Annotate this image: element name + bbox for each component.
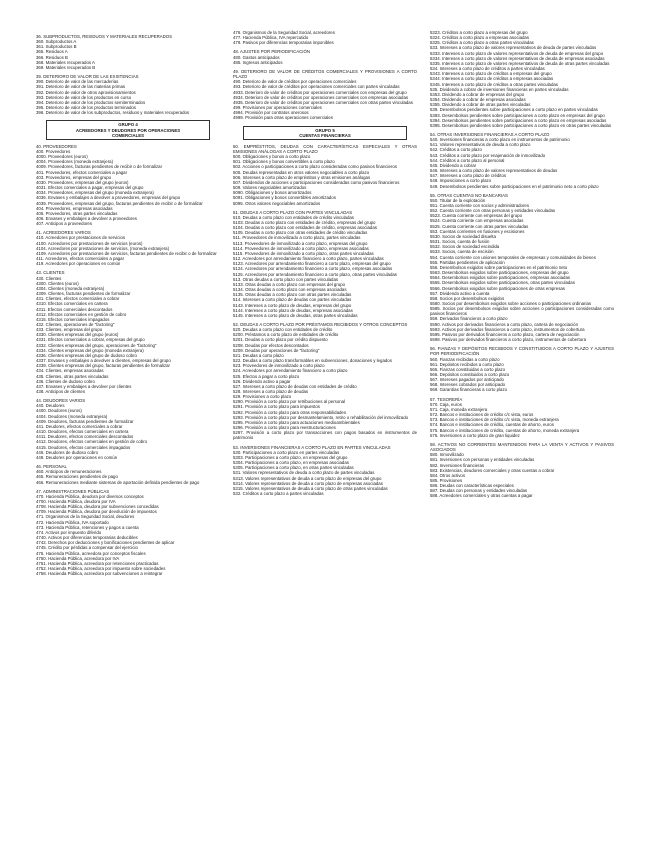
account-line: 4009. Proveedores, facturas pendientes de recibir o de formalizar xyxy=(36,164,163,170)
account-line: 407. Anticipos a proveedores xyxy=(36,221,93,227)
account-line: 4312. Efectos comerciales en gestión de cobro xyxy=(36,311,127,317)
account-line: 571. Caja, moneda extranjera xyxy=(430,406,488,412)
account-line: 4036. Envases y embalajes a devolver a proveedores, empresas del grupo xyxy=(36,195,181,201)
section-heading: 57. TESORERÍA xyxy=(430,396,463,402)
account-line: 4337. Envases y embalajes a devolver a clientes, empresas del grupo xyxy=(36,358,171,364)
account-line: 5104. Deudas a corto plazo con entidades de crédito, empresas asociadas xyxy=(233,225,377,231)
account-line: 5295. Provisión a corto plazo para actuaciones medioambientales xyxy=(233,419,360,425)
account-line: 4751. Hacienda Pública, acreedora por retenciones practicadas xyxy=(36,560,159,566)
account-line: 437. Envases y embalajes a devolver por clientes xyxy=(36,383,132,389)
account-line: 5291. Provisión a corto plazo para impuestos xyxy=(233,404,320,410)
account-line: 557. Dividendo activo a cuenta xyxy=(430,290,490,296)
account-line: 576. Inversiones a corto plazo de gran liquidez xyxy=(430,432,520,438)
account-line: 5133. Otras deudas a corto plazo con empresas del grupo xyxy=(233,281,346,287)
account-line: 5598. Pasivos por derivados financieros a corto plazo, instrumentos de cobertura xyxy=(430,337,586,343)
account-line: 4332. Clientes empresas del grupo, operaciones de "factoring" xyxy=(36,342,157,348)
account-line: 5523. Cuenta corriente con empresas del grupo xyxy=(430,213,522,219)
account-line: 5134. Otras deudas a corto plazo con empresas asociadas xyxy=(233,287,347,293)
account-line: 5324. Créditos a corto plazo a empresas asociadas xyxy=(430,35,529,41)
account-line: 4330. Clientes empresas del grupo (euros) xyxy=(36,332,119,338)
account-line: 4331. Efectos comerciales a cobrar, empresas del grupo xyxy=(36,337,145,343)
account-line: 4709. Hacienda Pública, deudora por devolución de impuestos xyxy=(36,509,157,515)
account-line: 4999. Provisión para otras operaciones comerciales xyxy=(233,115,333,121)
account-line: 544. Créditos a corto plazo al personal xyxy=(430,157,505,163)
account-line: 5595. Pasivos por derivados financieros a corto plazo, cartera de negociación xyxy=(430,331,580,337)
account-line: 431. Clientes, efectos comerciales a cobrar xyxy=(36,296,120,302)
account-line: 4311. Efectos comerciales descontados xyxy=(36,306,113,312)
account-line: 4315. Efectos comerciales impagados xyxy=(36,316,110,322)
account-line: 477. Hacienda Pública, IVA repercutido xyxy=(233,35,309,41)
account-line: 5565. Desembolsos exigidos sobre participaciones, otras partes vinculadas xyxy=(430,280,575,286)
section-heading: 52. DEUDAS A CORTO PLAZO POR PRÉSTAMOS RECIBIDOS Y OTROS CONCEPTOS xyxy=(233,321,408,327)
account-line: 465. Remuneraciones pendientes de pago xyxy=(36,474,118,480)
account-line: 360. Subproductos A xyxy=(36,39,77,45)
account-line: 401. Proveedores, efectos comerciales a pagar xyxy=(36,169,128,175)
section-heading: 48. AJUSTES POR PERIODIFICACIÓN xyxy=(233,49,310,55)
account-line: 366. Residuos B xyxy=(36,54,68,60)
account-line: 4334. Clientes empresas del grupo (moneda extranjera) xyxy=(36,347,144,353)
account-line: 552. Cuenta corriente con otras personas y entidades vinculadas xyxy=(430,208,556,214)
account-line: 586. Deudas con características especiales xyxy=(430,483,514,489)
account-line: 512. Acreedores por arrendamiento financiero a corto plazo, partes vinculadas xyxy=(233,256,384,262)
account-line: 5394. Desembolsos pendientes sobre participaciones a corto plazo en empresas asociadas xyxy=(430,117,607,123)
account-line: 582. Inversiones financieras xyxy=(430,462,485,468)
account-line: 419. Acreedores por operaciones en común xyxy=(36,261,121,267)
account-line: 573. Bancos e instituciones de crédito c/c vista, moneda extranjera xyxy=(430,417,559,423)
account-line: 404. Proveedores, empresas asociadas xyxy=(36,205,113,211)
account-line: 5292. Provisión a corto plazo para otras responsabilidades xyxy=(233,409,347,415)
account-line: 5344. Intereses a corto plazo de créditos a empresas asociadas xyxy=(430,76,554,82)
section-heading: 58. ACTIVOS NO CORRIENTES MANTENIDOS PARA LA VENTA Y ACTIVOS Y PASIVOS ASOCIADOS xyxy=(430,441,614,453)
account-line: 5355. Dividendo a cobrar de otras partes vinculadas xyxy=(430,102,531,108)
account-line: 5305. Participaciones a corto plazo, en otras partes vinculadas xyxy=(233,465,354,471)
account-line: 550. Titular de la explotación xyxy=(430,197,486,203)
account-line: 4004. Proveedores (moneda extranjera) xyxy=(36,159,114,165)
account-line: 523. Proveedores de inmovilizado a corto plazo xyxy=(233,363,325,369)
account-line: 405. Proveedores, otras partes vinculadas xyxy=(36,210,118,216)
account-line: 569. Garantías financieras a corto plazo xyxy=(430,387,508,393)
account-line: 5315. Valores representativos de deuda a corto plazo de otras partes vinculadas xyxy=(233,485,388,491)
account-line: 4104. Acreedores por prestaciones de servicios, (moneda extranjera) xyxy=(36,245,170,251)
column-right xyxy=(430,30,614,499)
account-line: 436. Clientes de dudoso cobro xyxy=(36,378,95,384)
account-line: 432. Clientes, operaciones de "factoring" xyxy=(36,321,115,327)
group-heading-box xyxy=(46,120,210,139)
account-line: 555. Partidas pendientes de aplicación xyxy=(430,259,505,265)
account-line: 5145. Intereses a corto plazo de deudas, otras partes vinculadas xyxy=(233,312,358,318)
account-line: 526. Dividendo activo a pagar xyxy=(233,378,291,384)
account-line: 5124. Acreedores por arrendamiento financiero a corto plazo, empresas asociadas xyxy=(233,266,393,272)
account-line: 4100. Acreedores por prestaciones de servicios (euros) xyxy=(36,240,143,246)
account-line: 5115. Proveedores de inmovilizado a corto plazo, otras partes vinculadas xyxy=(233,250,374,256)
account-line: 514. Intereses a corto plazo de deudas con partes vinculadas xyxy=(233,297,352,303)
account-line: 4934. Deterioro de valor de créditos por operaciones comerciales con empresas asociadas xyxy=(233,94,409,100)
account-line: 521. Deudas a corto plazo xyxy=(233,352,284,358)
account-line: 572. Bancos e instituciones de crédito c/c vista, euros xyxy=(430,412,534,418)
account-line: 441. Deudores, efectos comerciales a cobrar xyxy=(36,423,123,429)
account-line: 471. Organismos de la Seguridad Social, deudores xyxy=(36,514,135,520)
account-line: 561. Depósitos recibidos a corto plazo xyxy=(430,361,504,367)
account-line: 5125. Acreedores por arrendamiento financiero a corto plazo, otras partes vinculadas xyxy=(233,271,397,277)
account-line: 5345. Intereses a corto plazo de créditos a otras partes vinculadas xyxy=(430,81,558,87)
account-line: 411. Acreedores, efectos comerciales a pagar xyxy=(36,256,125,262)
account-line: 534. Intereses a corto plazo de créditos a partes vinculadas xyxy=(430,66,545,72)
account-line: 5325. Créditos a corto plazo a otras partes vinculadas xyxy=(430,40,534,46)
group-heading-box xyxy=(243,126,407,140)
account-line: 584. Otros activos xyxy=(430,472,466,478)
account-line: 5303. Participaciones a corto plazo, en empresas del grupo xyxy=(233,454,348,460)
section-heading: 46. PERSONAL xyxy=(36,464,67,470)
section-heading: 54. OTRAS INVERSIONES FINANCIERAS A CORTO PLAZO xyxy=(430,131,550,137)
section-heading: 44. DEUDORES VARIOS xyxy=(36,398,86,404)
account-line: 4933. Deterioro de valor de créditos por operaciones comerciales con empresas del grupo xyxy=(233,89,407,95)
account-line: 5343. Intereses a corto plazo de créditos a empresas del grupo xyxy=(430,71,552,77)
account-line: 499. Provisiones por operaciones comerciales xyxy=(233,105,322,111)
account-line: 568. Intereses cobrados por anticipado xyxy=(430,382,506,388)
group-heading-line: COMERCIALES xyxy=(111,132,145,138)
account-line: 501. Obligaciones y bonos convertibles a corto plazo xyxy=(233,159,335,165)
account-line: 4030. Proveedores, empresas del grupo (euros) xyxy=(36,179,129,185)
account-line: 506. Intereses a corto plazo de empréstitos y otras emisiones análogas xyxy=(233,174,371,180)
account-line: 5304. Participaciones a corto plazo, en empresas asociadas xyxy=(233,460,349,466)
account-line: 530. Participaciones a corto plazo en partes vinculadas xyxy=(233,449,340,455)
account-line: 5524. Cuenta corriente con empresas asociadas xyxy=(430,218,524,224)
account-line: 5135. Otras deudas a corto plazo con otras partes vinculadas xyxy=(233,292,352,298)
section-heading: 49. DETERIORO DE VALOR DE CRÉDITOS COMERCIALES Y PROVISIONES A CORTO PLAZO xyxy=(233,68,417,80)
section-heading: 43. CLIENTES xyxy=(36,270,65,276)
account-line: 5354. Dividendo a cobrar de empresas asociadas xyxy=(430,97,526,103)
account-line: 440. Deudores xyxy=(36,403,65,409)
account-line: 5103. Deudas a corto plazo con entidades de crédito, empresas del grupo xyxy=(233,220,376,225)
account-line: 4742. Derechos por deducciones y bonificaciones pendientes de aplicar xyxy=(36,540,175,546)
account-line: 485. Ingresos anticipados xyxy=(233,59,283,65)
account-line: 4400. Deudores (euros) xyxy=(36,408,82,414)
account-line: 566. Depósitos constituidos a corto plazo xyxy=(430,372,510,377)
account-line: 434. Clientes, empresas asociadas xyxy=(36,368,104,374)
account-line: 5585. Socios por desembolsos exigidos sobre acciones o participaciones consideradas como pasivos financieros xyxy=(430,306,614,317)
account-line: 587. Deudas con personas y entidades vinculadas xyxy=(430,488,528,494)
account-line: 4409. Deudores, facturas pendientes de formalizar xyxy=(36,418,134,424)
account-line: 4708. Hacienda Pública, deudora por subvenciones concedidas xyxy=(36,504,159,510)
account-line: 4412. Deudores, efectos comerciales en gestión de cobro xyxy=(36,439,148,445)
account-line: 560. Fianzas recibidas a corto plazo xyxy=(430,356,500,362)
group-heading-line: CUENTAS FINANCIERAS xyxy=(299,132,351,138)
account-line: 472. Hacienda Pública, IVA soportado xyxy=(36,519,109,525)
section-heading: 55. OTRAS CUENTAS NO BANCARIAS xyxy=(430,192,508,198)
account-line: 547. Intereses a corto plazo de créditos xyxy=(430,173,507,179)
account-line: 5091. Obligaciones y bonos convertibles amortizados xyxy=(233,195,336,201)
account-line: 522. Deudas a corto plazo transformables en subvenciones, donaciones y legados xyxy=(233,358,392,364)
account-line: 520. Deudas a corto plazo con entidades de crédito xyxy=(233,327,333,333)
section-heading: 51. DEUDAS A CORTO PLAZO CON PARTES VINCULADAS xyxy=(233,209,353,215)
account-line: 473. Hacienda Pública, retenciones y pagos a cuenta xyxy=(36,524,139,530)
account-line: 5590. Activos por derivados financieros a corto plazo, cartera de negociación xyxy=(430,321,579,327)
account-line: 5143. Intereses a corto plazo de deudas, empresas del grupo xyxy=(233,302,352,308)
account-line: 4310. Efectos comerciales en cartera xyxy=(36,301,108,307)
account-line: 5580. Socios por desembolsos exigidos sobre acciones o participaciones ordinarias xyxy=(430,300,592,306)
group-heading-line: ACREEDORES Y DEUDORES POR OPERACIONES xyxy=(75,127,181,133)
account-line: 5530. Socios de sociedad disuelta xyxy=(430,233,496,239)
account-line: 575. Bancos e instituciones de crédito, cuentas de ahorro, moneda extranjera xyxy=(430,427,580,433)
account-line: 551. Cuenta corriente con socios y administradores xyxy=(430,203,529,208)
account-line: 446. Deudores de dudoso cobro xyxy=(36,449,99,455)
account-line: 365. Residuos A xyxy=(36,49,68,55)
account-line: 5353. Dividendo a cobrar de empresas del grupo xyxy=(430,91,525,97)
account-line: 510. Deudas a corto plazo con entidades de crédito vinculadas xyxy=(233,214,354,220)
group-heading-line: GRUPO 5 xyxy=(315,127,335,133)
account-line: 529. Provisiones a corto plazo xyxy=(233,394,292,400)
account-line: 546. Intereses a corto plazo de valores representativos de deudas xyxy=(430,168,558,174)
account-line: 532. Créditos a corto plazo a partes vinculadas xyxy=(233,490,324,496)
account-line: 4109. Acreedores por prestaciones de servicios, facturas pendientes de recibir o de formalizar xyxy=(36,250,217,256)
account-line: 4700. Hacienda Pública, deudora por IVA xyxy=(36,498,116,504)
account-line: 541. Valores representativos de deuda a corto plazo xyxy=(430,142,531,148)
account-line: 5208. Deudas por efectos descontados xyxy=(233,342,309,348)
account-line: 391. Deterioro de valor de las materias primas xyxy=(36,84,126,90)
account-line: 5290. Provisión a corto plazo por retribuciones al personal xyxy=(233,399,346,405)
account-line: 559. Derivados financieros a corto plazo xyxy=(430,316,508,322)
account-line: 588. Acreedores comerciales y otras cuentas a pagar xyxy=(430,493,533,499)
account-line: 543. Créditos a corto plazo por enajenación de inmovilizado xyxy=(430,152,546,158)
account-line: 5293. Provisión a corto plazo por desmantelamiento, retiro o rehabilitación del inmovilizado xyxy=(233,414,409,420)
account-line: 502. Acciones o participaciones a corto plazo consideradas como pasivos financieros xyxy=(233,164,397,170)
account-line: 4935. Deterioro de valor de créditos por operaciones comerciales con otras partes vinculadas xyxy=(233,99,413,105)
account-line: 511. Proveedores de inmovilizado a corto plazo, partes vinculadas xyxy=(233,235,361,241)
column-middle xyxy=(233,30,417,496)
group-heading-line: GRUPO 4 xyxy=(118,122,138,128)
account-line: 5564. Desembolsos exigidos sobre participaciones, empresas asociadas xyxy=(430,275,571,281)
account-line: 570. Caja, euros xyxy=(430,401,462,407)
account-line: 475. Hacienda Pública, acreedora por conceptos fiscales xyxy=(36,550,146,556)
account-line: 509. Valores negociables amortizados xyxy=(233,185,307,191)
account-line: 400. Proveedores xyxy=(36,148,71,154)
account-line: 4415. Deudores, efectos comerciales impagados xyxy=(36,444,131,450)
account-line: 4750. Hacienda Pública, acreedora por IVA xyxy=(36,555,120,561)
account-line: 549. Desembolsos pendientes sobre participaciones en el patrimonio neto a corto plazo xyxy=(430,183,599,189)
account-line: 4034. Proveedores, empresas del grupo (moneda extranjera) xyxy=(36,190,154,196)
account-line: 580. Inmovilizado xyxy=(430,452,464,458)
account-line: 4339. Clientes empresas del grupo, facturas pendientes de formalizar xyxy=(36,363,171,369)
account-line: 5114. Proveedores de inmovilizado a corto plazo, empresas asociadas xyxy=(233,245,369,251)
account-line: 5314. Valores representativos de deuda a corto plazo de empresas asociadas xyxy=(233,480,383,486)
account-line: 4000. Proveedores (euros) xyxy=(36,154,88,160)
account-line: 480. Gastos anticipados xyxy=(233,54,280,60)
account-line: 4411. Deudores, efectos comerciales descontados xyxy=(36,434,134,440)
account-line: 493. Deterioro de valor de créditos por operaciones comerciales con partes vinculadas xyxy=(233,84,400,90)
account-line: 438. Anticipos de clientes xyxy=(36,389,86,394)
account-line: 4300. Clientes (euros) xyxy=(36,280,79,286)
account-line: 542. Créditos a corto plazo xyxy=(430,147,482,153)
account-line: 554. Cuenta corriente con uniones temporales de empresas y comunidades de bienes xyxy=(430,254,596,260)
account-line: 394. Deterioro de valor de los productos semiterminados xyxy=(36,99,146,105)
account-line: 5525. Cuenta corriente con otras partes vinculadas xyxy=(430,223,529,229)
account-line: 5296. Provisión a corto plazo para reestructuraciones xyxy=(233,425,336,431)
account-line: 5313. Valores representativos de deuda a corto plazo de empresas del grupo xyxy=(233,475,382,481)
account-line: 574. Bancos e instituciones de crédito, cuentas de ahorro, euros xyxy=(430,422,554,428)
account-line: 403. Proveedores, empresas del grupo xyxy=(36,174,112,180)
account-line: 4758. Hacienda Pública, acreedora por subvenciones a reintegrar xyxy=(36,571,163,577)
account-line: 4752. Hacienda Pública, acreedora por impuesto sobre sociedades xyxy=(36,566,166,571)
account-line: 449. Deudores por operaciones en común xyxy=(36,454,118,460)
account-line: 466. Remuneraciones mediante sistemas de aportación definida pendientes de pago xyxy=(36,479,200,485)
account-line: 4309. Clientes, facturas pendientes de formalizar xyxy=(36,291,131,297)
account-line: 4039. Proveedores, empresas del grupo, facturas pendientes de recibir o de formalizar xyxy=(36,200,203,206)
section-heading: 36. SUBPRODUCTOS, RESIDUOS Y MATERIALES RECUPERADOS xyxy=(36,34,173,39)
account-line: 392. Deterioro de valor de otros aprovisionamientos xyxy=(36,89,136,95)
account-line: 476. Organismos de la Seguridad Social, acreedores xyxy=(233,30,335,35)
section-heading: 56. FIANZAS Y DEPÓSITOS RECIBIDOS Y CONSTITUIDOS A CORTO PLAZO Y AJUSTES POR PERIODIFICACIÓN xyxy=(430,346,614,357)
account-line: 585. Provisiones xyxy=(430,477,463,483)
section-heading: 41. ACREEDORES VARIOS xyxy=(36,230,91,236)
account-line: 4745. Crédito por pérdidas a compensar del ejercicio xyxy=(36,545,138,551)
account-line: 5532. Socios de sociedad escindida xyxy=(430,244,500,250)
account-line: 5323. Créditos a corto plazo a empresas del grupo xyxy=(430,30,528,35)
account-line: 390. Deterioro de valor de las mercaderías xyxy=(36,79,119,85)
account-line: 4404. Deudores (moneda extranjera) xyxy=(36,413,108,419)
account-line: 558. Socios por desembolsos exigidos xyxy=(430,295,505,301)
account-line: 393. Deterioro de valor de los productos en curso xyxy=(36,94,132,100)
account-line: 4740. Activos por diferencias temporarias deducibles xyxy=(36,535,138,541)
account-line: 474. Activos por impuesto diferido xyxy=(36,529,102,535)
account-line: 5200. Préstamos a corto plazo de entidades de crédito xyxy=(233,332,339,338)
section-heading: 47. ADMINISTRACIONES PÚBLICAS xyxy=(36,488,110,494)
account-line: 395. Deterioro de valor de los productos terminados xyxy=(36,105,136,111)
account-line: 567. Intereses pagados por anticipado xyxy=(430,377,504,383)
account-line: 5333. Intereses a corto plazo de valores representativos de deuda de empresas del grupo xyxy=(430,50,604,56)
account-line: 433. Clientes, empresas del grupo xyxy=(36,327,103,333)
account-line: 4994. Provisión por contratos onerosos xyxy=(233,110,309,116)
account-line: 410. Acreedores por prestaciones de servicios xyxy=(36,235,126,241)
account-line: 545. Dividendo a cobrar xyxy=(430,162,477,168)
account-line: 5105. Deudas a corto plazo con otras entidades de crédito vinculadas xyxy=(233,230,368,236)
account-line: 368. Materiales recuperados A xyxy=(36,59,95,65)
account-line: 565. Fianzas constituidas a corto plazo xyxy=(430,366,506,372)
account-line: 5533. Socios, cuenta de escisión xyxy=(430,249,494,255)
account-line: 524. Acreedores por arrendamiento financiero a corto plazo xyxy=(233,368,348,374)
account-line: 5334. Intereses a corto plazo de valores representativos de deuda de empresas asociadas xyxy=(430,55,605,61)
account-line: 5395. Desembolsos pendientes sobre participaciones a corto plazo en otras partes vinculadas xyxy=(430,122,612,128)
account-line: 556. Desembolsos exigidos sobre participaciones en el patrimonio neto xyxy=(430,264,568,270)
account-line: 535. Dividendo a cobrar de inversiones financieras en partes vinculadas xyxy=(430,86,569,92)
account-line: 513. Otras deudas a corto plazo con partes vinculadas xyxy=(233,276,339,282)
account-line: 507. Dividendos de acciones o participaciones consideradas como pasivos financieros xyxy=(233,179,400,185)
account-line: 533. Intereses a corto plazo de valores representativos de deuda de partes vinculadas xyxy=(430,45,597,51)
account-line: 528. Intereses a corto plazo de deudas xyxy=(233,389,309,394)
section-heading: 53. INVERSIONES FINANCIERAS A CORTO PLAZO EN PARTES VINCULADAS xyxy=(233,444,391,450)
account-line: 5335. Intereses a corto plazo de valores representativos de deuda de otras partes vinculadas xyxy=(430,60,610,66)
account-line: 5563. Desembolsos exigidos sobre participaciones, empresas del grupo xyxy=(430,270,569,276)
column-left xyxy=(36,30,220,576)
account-line: 396. Deterioro de valor de los subproductos, residuos y materiales recuperados xyxy=(36,110,190,116)
account-line: 4031. Efectos comerciales a pagar, empresas del grupo xyxy=(36,185,144,191)
account-line: 548. Imposiciones a corto plazo xyxy=(430,178,492,184)
account-line: 525. Efectos a pagar a corto plazo xyxy=(233,373,300,379)
account-line: 5593. Activos por derivados financieros a corto plazo, instrumentos de cobertura xyxy=(430,326,585,332)
account-line: 460. Anticipos de remuneraciones xyxy=(36,469,102,475)
account-line: 470. Hacienda Pública, deudora por diversos conceptos xyxy=(36,493,144,499)
account-line: 5209. Deudas por operaciones de "factoring" xyxy=(233,347,320,353)
account-line: 5393. Desembolsos pendientes sobre participaciones a corto plazo en empresas del grupo xyxy=(430,112,605,118)
account-line: 4336. Clientes empresas del grupo de dudoso cobro xyxy=(36,352,137,358)
account-line: 361. Subproductos B xyxy=(36,44,77,50)
account-line: 435. Clientes, otras partes vinculadas xyxy=(36,373,109,379)
account-line: 505. Deudas representadas en otros valores negociables a corto plazo xyxy=(233,169,370,175)
section-heading: 40. PROVEEDORES xyxy=(36,143,77,149)
account-line: 4410. Deudores, efectos comerciales en cartera xyxy=(36,429,129,435)
account-line: 430. Clientes xyxy=(36,275,62,281)
account-line: 490. Deterioro de valor de créditos por operaciones comerciales xyxy=(233,79,357,85)
account-line: 581. Inversiones con personas y entidades vinculadas xyxy=(430,457,535,463)
account-line: 539. Desembolsos pendientes sobre participaciones a corto plazo en partes vinculadas xyxy=(430,107,598,113)
section-heading: 39. DETERIORO DE VALOR DE LAS EXISTENCIAS xyxy=(36,74,139,80)
account-line: 5123. Acreedores por arrendamiento financiero a corto plazo, empresas del grupo xyxy=(233,261,391,267)
account-line: 527. Intereses a corto plazo de deudas con entidades de crédito xyxy=(233,383,357,389)
account-line: 479. Pasivos por diferencias temporarias imponibles xyxy=(233,40,334,46)
account-line: 5090. Obligaciones y bonos amortizados xyxy=(233,190,312,196)
account-line: 5144. Intereses a corto plazo de deudas, empresas asociadas xyxy=(233,307,353,313)
section-heading: 50. EMPRÉSTITOS, DEUDAS CON CARACTERÍSTICAS ESPECIALES Y OTRAS EMISIONES ANÁLOGAS A CORTO PLAZO xyxy=(233,143,417,154)
account-line: 5566. Desembolsos exigidos sobre participaciones de otras empresas xyxy=(430,285,565,291)
account-line: 5531. Socios, cuenta de fusión xyxy=(430,239,490,245)
account-line: 5297. Provisión a corto plazo por transacciones con pagos basados en instrumentos de patrimonio xyxy=(233,430,417,441)
account-line: 500. Obligaciones y bonos a corto plazo xyxy=(233,154,311,160)
account-line: 5201. Deudas a corto plazo por crédito dispuesto xyxy=(233,337,328,343)
account-line: 5095. Otros valores negociables amortizados xyxy=(233,200,321,206)
account-line: 4304. Clientes (moneda extranjera) xyxy=(36,285,105,291)
account-line: 583. Existencias, deudores comerciales y otras cuentas a cobrar xyxy=(430,467,555,473)
account-line: 369. Materiales recuperados B xyxy=(36,64,96,70)
account-line: 553. Cuentas corrientes en fusiones y escisiones xyxy=(430,228,525,234)
account-line: 531. Valores representativos de deuda a corto plazo de partes vinculadas xyxy=(233,470,375,476)
account-line: 406. Envases y embalajes a devolver a proveedores xyxy=(36,216,137,221)
account-line: 5113. Proveedores de inmovilizado a corto plazo, empresas del grupo xyxy=(233,240,368,246)
account-line: 540. Inversiones financieras a corto plazo en instrumentos de patrimonio xyxy=(430,137,570,143)
